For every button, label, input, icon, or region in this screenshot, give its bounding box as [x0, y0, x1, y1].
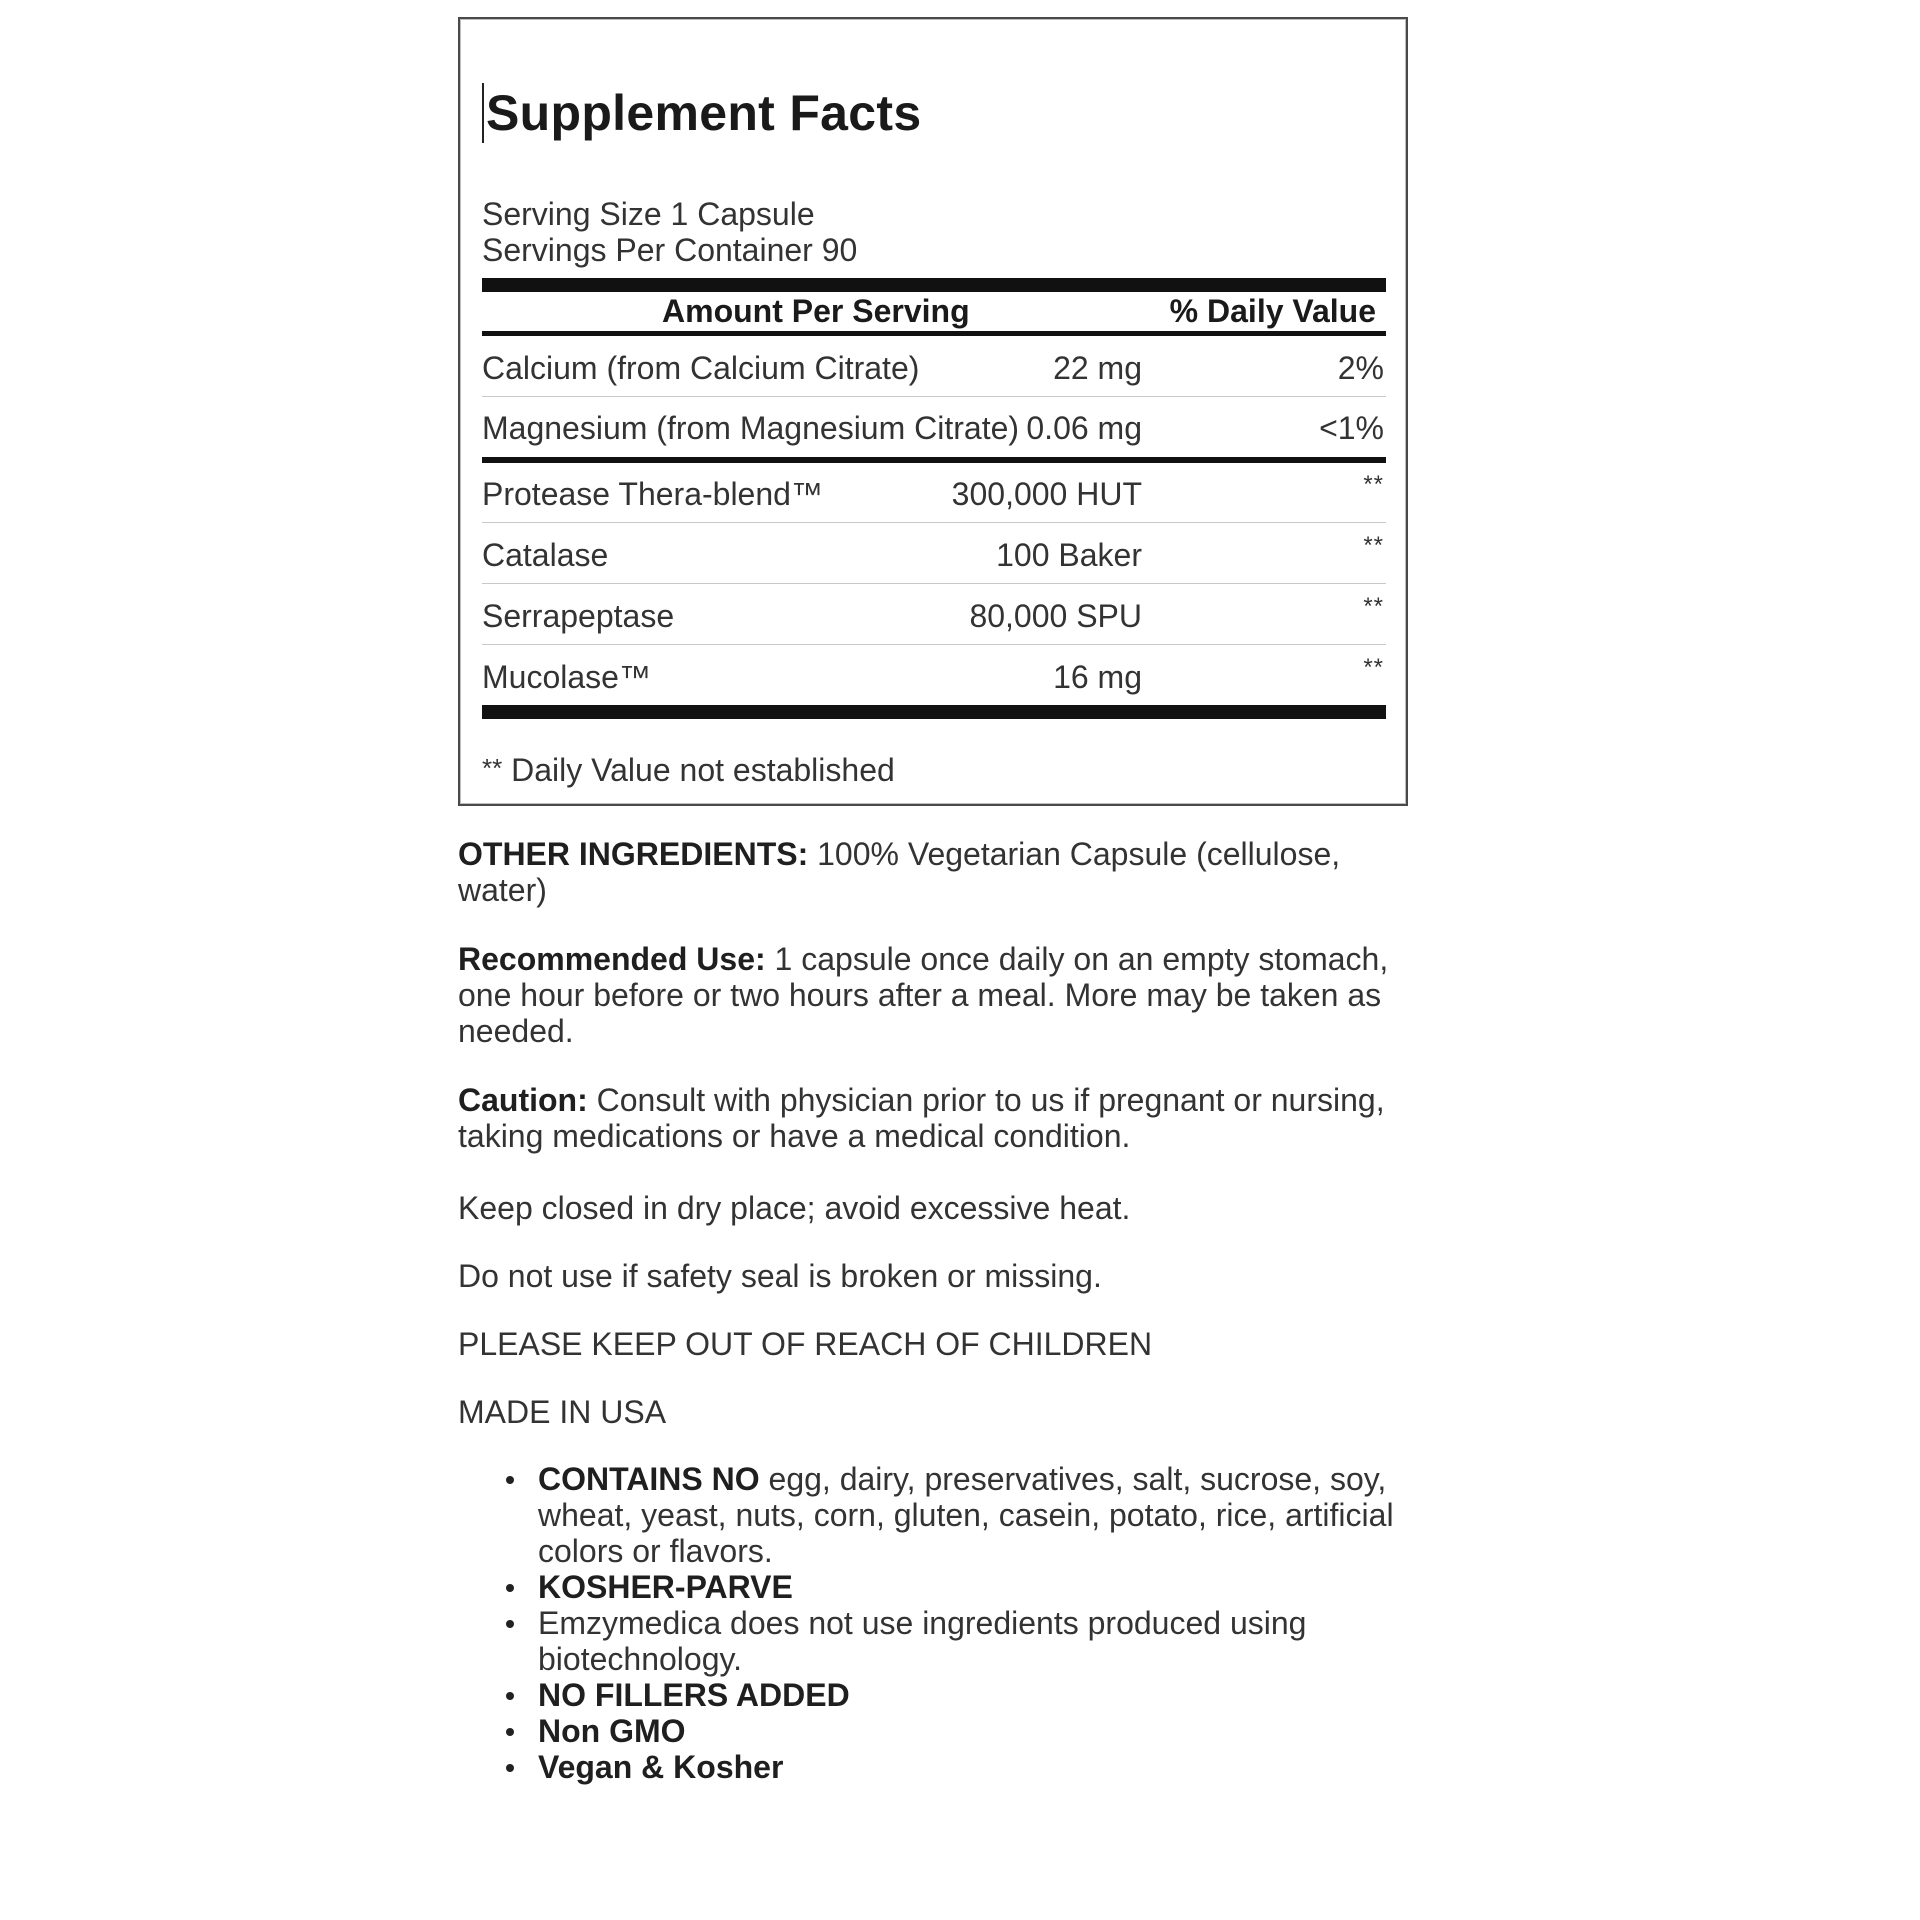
nutrient-row-mucolase — [482, 646, 1386, 706]
caution-text: Consult with physician prior to us if pregnant or nursing, taking medications or have a medical condition. — [458, 1082, 1385, 1154]
nutrient-daily-value: <1% — [1319, 410, 1384, 446]
bullet-icon — [506, 1764, 514, 1772]
nutrient-daily-value: ** — [1363, 654, 1384, 681]
nutrient-name: Magnesium (from Magnesium Citrate) — [482, 410, 1020, 446]
servings-per-container: Servings Per Container 90 — [482, 232, 858, 268]
other-ingredients-text: 100% Vegetarian Capsule (cellulose, water) — [458, 836, 1341, 908]
other-ingredients — [458, 836, 1408, 908]
nutrient-daily-value: ** — [1363, 593, 1384, 620]
header-amount-per-serving: Amount Per Serving — [662, 293, 970, 329]
list-item-text: Emzymedica does not use ingredients produced using biotechnology. — [538, 1605, 1307, 1677]
serving-size: Serving Size 1 Capsule — [482, 196, 815, 232]
footnote-text: Daily Value not established — [502, 752, 895, 788]
list-item-bold: Non GMO — [538, 1713, 686, 1749]
list-item — [458, 1605, 1408, 1677]
list-item-text: egg, dairy, preservatives, salt, sucrose, soy, wheat, yeast, nuts, corn, gluten, casein, potato, rice, artificial colors or flavors. — [538, 1461, 1394, 1569]
footnote-stars: ** — [482, 753, 503, 783]
list-item — [458, 1677, 1408, 1713]
nutrient-name: Catalase — [482, 537, 609, 573]
nutrient-row-calcium — [482, 337, 1386, 397]
caution — [458, 1082, 1408, 1154]
nutrient-amount: 22 mg — [1053, 350, 1142, 386]
storage-instructions: Keep closed in dry place; avoid excessive heat. — [458, 1190, 1131, 1226]
nutrient-amount: 0.06 mg — [1026, 410, 1142, 446]
list-item — [458, 1461, 1408, 1569]
nutrient-row-catalase — [482, 524, 1386, 584]
thick-divider-top — [482, 278, 1386, 292]
row-divider — [482, 644, 1386, 645]
safety-seal-warning: Do not use if safety seal is broken or missing. — [458, 1258, 1102, 1294]
bullet-icon — [506, 1692, 514, 1700]
product-claims-list — [458, 1461, 1408, 1785]
header-divider — [482, 331, 1386, 336]
supplement-facts-title: Supplement Facts — [482, 83, 921, 143]
nutrient-name: Serrapeptase — [482, 598, 675, 634]
nutrient-row-protease — [482, 463, 1386, 523]
nutrient-name: Calcium (from Calcium Citrate) — [482, 350, 920, 386]
made-in-usa: MADE IN USA — [458, 1394, 667, 1430]
bullet-icon — [506, 1584, 514, 1592]
header-daily-value: % Daily Value — [1169, 293, 1376, 329]
nutrient-amount: 300,000 HUT — [951, 476, 1142, 512]
list-item — [458, 1569, 1408, 1605]
list-item-bold: KOSHER-PARVE — [538, 1569, 793, 1605]
caution-label: Caution: — [458, 1082, 588, 1118]
recommended-use-text: 1 capsule once daily on an empty stomach, one hour before or two hours after a meal. More may be taken as needed. — [458, 941, 1389, 1049]
bullet-icon — [506, 1476, 514, 1484]
recommended-use-label: Recommended Use: — [458, 941, 766, 977]
nutrient-amount: 16 mg — [1053, 659, 1142, 695]
nutrient-row-serrapeptase — [482, 585, 1386, 645]
children-warning: PLEASE KEEP OUT OF REACH OF CHILDREN — [458, 1326, 1153, 1362]
list-item — [458, 1713, 1408, 1749]
row-divider — [482, 583, 1386, 584]
bullet-icon — [506, 1728, 514, 1736]
list-item-bold: CONTAINS NO — [538, 1461, 760, 1497]
row-divider — [482, 522, 1386, 523]
list-item-bold: NO FILLERS ADDED — [538, 1677, 850, 1713]
other-ingredients-label: OTHER INGREDIENTS: — [458, 836, 809, 872]
daily-value-footnote — [482, 752, 895, 789]
nutrient-daily-value: 2% — [1337, 350, 1384, 386]
nutrient-amount: 80,000 SPU — [969, 598, 1142, 634]
nutrient-daily-value: ** — [1363, 532, 1384, 559]
bullet-icon — [506, 1620, 514, 1628]
nutrient-name: Mucolase™ — [482, 659, 651, 695]
supplement-facts-panel — [458, 17, 1408, 806]
thick-divider-bottom — [482, 705, 1386, 719]
list-item — [458, 1749, 1408, 1785]
list-item-bold: Vegan & Kosher — [538, 1749, 784, 1785]
nutrient-amount: 100 Baker — [996, 537, 1142, 573]
nutrient-row-magnesium — [482, 397, 1386, 457]
nutrient-daily-value: ** — [1363, 471, 1384, 498]
recommended-use — [458, 941, 1408, 1049]
nutrient-name: Protease Thera-blend™ — [482, 476, 823, 512]
